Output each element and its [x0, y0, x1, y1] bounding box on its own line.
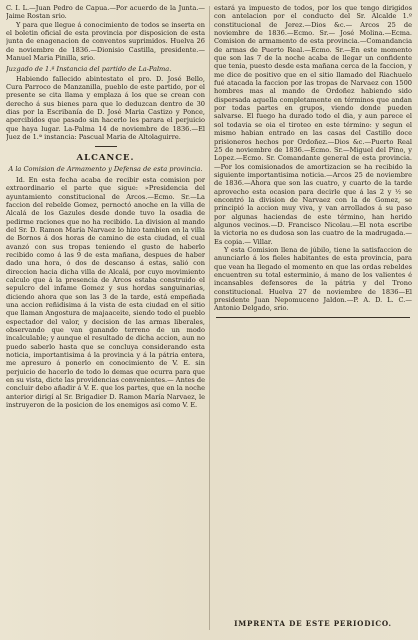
commission-announcement-text: Y esta Comision llena de júbilo, tiene la satisfaccion de anunciarlo á los fieles habitantes de esta provincia, para que vean ha llegado el momento en que las ordas rebeldes encuentren su total esterminio, á mano de los valientes é incansables defensores de la pátria y del Trono constitucional. Huelva 27 de noviembre de 1836—El presidente Juan Nepomuceno Jaldon.—P. A. D. L. C.—Antonio Delgado, srio. — [214, 245, 412, 313]
report-continuation-text: estará ya impuesto de todos, por los que tengo dirigidos con antelacion por el conducto del Sr. Alcalde 1.º constitucional de Jerez.—Dios &c.— Arcos 25 de noviembre de 1836.—Ecmo. Sr.— José Molina.—Ecma. Comision de armamento de esta provincia.—Comandancia de armas de Puerto Real.—Ecmo. Sr.—En este momento que son las 7 de la noche acaba de llegar un confidente que tenia, puesto desde esta mañana cerca de la faccion, y me dice de positivo que en el sitio llamado del Riachuelo fué atacada la faccion por las tropas de Narvaez con 1500 hombres mas al mando de Ordoñez habiendo sido dispersada aquella completamente en términos que andan por todas partes en grupos, viendo donde pueden salvarse. El fuego ha durado todo el dia, y aun parece el sol todavia se oia el tiroteo en este término: y segun el mismo habian entrado en las casas del Castillo doce prisioneros hechos por Ordoñez.—Dios &c.—Puerto Real 25 de noviembre de 1836.—Ecmo. Sr.—Miguel del Pino, y Lopez.—Ecmo. Sr. Comandante general de esta provincia.—Por los comisionados de amortizacion se ha recibido la siguiente importantisima noticia.—Arcos 25 de noviembre de 1836.—Ahora que son las cuatro, y cuarto de la tarde aprovecho esta ocasion para decirle que á las 2 y ½ se encontró la division de Narvaez con la de Gomez, se principió la accion muy viva, y van arrollados á su paso por algunas haciendas de este término, han herido algunos vecinos.—D. Francisco Nicolau.—El nota escribe la victoria no es dudosa son las cuatro de la madrugada.—Es copia.— Villar. — [214, 4, 412, 246]
publication-order-text: Y para que llegue á conocimiento de todos se inserta en el boletin oficial de esta provincia por disposicion de esta junta de enagenacion de conventos suprimidos. Huelva 26 de noviembre de 1836.—Dionisio Castilla, presidente.—Manuel Maria Pinilla, srio. — [6, 20, 205, 63]
court-notice-caption: Juzgado de 1.ª Instancia del partido de La-Palma. — [6, 65, 172, 74]
alcance-subheading: A la Comision de Armamento y Defensa de esta provincia. — [8, 164, 203, 173]
printer-imprint: IMPRENTA DE ESTE PERIODICO. — [234, 619, 392, 628]
closing-rule — [216, 317, 410, 318]
left-column — [6, 4, 205, 632]
right-column — [214, 4, 412, 632]
court-notice-text: Habiendo fallecido abintestato el pro. D. José Bello, Cura Parroco de Manzanilla, pueblo de este partido, por el presente se cita llama y emplaza á los que se crean con derecho á sus bienes para que lo deduzcan dentro de 30 dias por la Escribanía de D. José Maria Castizo y Ponce, apercibidos que pasado sin hacerlo les parara el perjuicio que haya lugar. La-Palma 14 de noviembre de 1836.—El Juez de 1.ª instancia: Pascual Maria de Altolaguirre. — [6, 74, 205, 142]
column-rule — [209, 6, 210, 630]
section-divider — [95, 146, 117, 147]
alcance-report-text: Id. En esta fecha acaba de recibir esta comision por extraordinario el parte que sigue: »Presidencia del ayuntamiento constitucional de Arcos.—Ecmo. Sr.—La faccion del rebelde Gomez, pernoctó anoche en la villa de Alcalá de los Gazules desde donde tuvo la osadia de pedirme raciones que no ha recibido. La division al mando del Sr. D. Ramon María Narvaez lo hizo tambien en la villa de Bornos á dos horas de camino de esta ciudad, el cual avanzó con sus tropas teniendo el gusto de haberlo recibido como á las 9 de esta mañana, despues de haber dado una hora, ó dos de descanso á estas, salió con direccion hacia dicha villa de Alcalá, por cuyo movimiento calculo que á la presencia de Arcos estaba construido el sepulcro del infame Gomez y sus hordas sanguinarias, diciendo ahora que son las 3 de la tarde, está empeñada una accion reñidisima á la vista de esta ciudad en el sitio que llaman Angostura de majaaceite, siendo todo el pueblo espectador del valor, y decision de las armas liberales, observando que van ganando terreno de un modo incalculable; y aunque el resultado de dicha accion, aun no puedo saberlo hasta que se concluya considerando esta noticia, importantisima á la provincia y á la pátria entera, me apresuro á ponerlo en conocimiento de V. E. sin perjuicio de hacerlo de todo lo demas que ocurra para que en su vista, dicte las providencias convenientes.— Antes de concluir debo añadir á V. E. que los partes, que en la noche anterior dirigí al Sr. Brigadier D. Ramon María Narvaez, le instruyeron de la posicion de los enemigos asi como V. E. — [6, 175, 205, 410]
notice-signature-text: C. I. L.—Juan Pedro de Capua.—Por acuerdo de la Junta.—Jaime Rostan srio. — [6, 4, 205, 21]
alcance-heading: ALCANCE. — [76, 152, 135, 163]
